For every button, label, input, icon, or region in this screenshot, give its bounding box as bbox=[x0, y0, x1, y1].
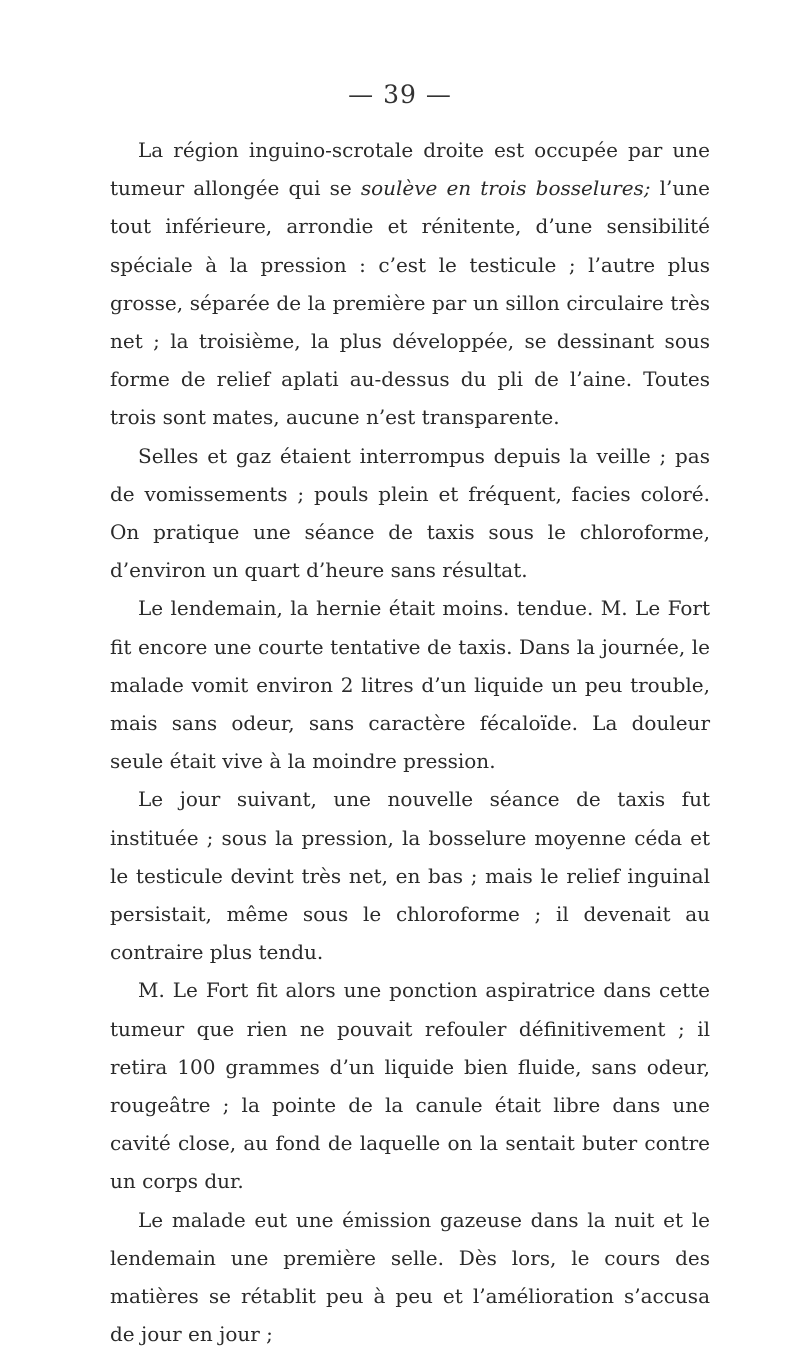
paragraph-6: Le malade eut une émission gazeuse dans la nuit et le lendemain une première selle. Dès lors, le cours des matières se rétablit peu à peu et l’amélioration s’accusa de jour en jour ; bbox=[110, 1207, 710, 1347]
paragraph-5: M. Le Fort fit alors une ponction aspiratrice dans cette tumeur que rien ne pouvait refouler définitivement ; il retira 100 grammes d’un liquide bien fluide, sans odeur, rougeâtre ; la pointe de la canule était libre dans une cavité close, au fond de laquelle on la sentait buter contre un corps dur. bbox=[110, 978, 710, 1194]
body-text bbox=[110, 131, 710, 1354]
paragraph-4: Le jour suivant, une nouvelle séance de taxis fut instituée ; sous la pression, la bosselure moyenne céda et le testicule devint très net, en bas ; mais le relief inguinal persistait, même sous le chloroforme ; il devenait au contraire plus tendu. bbox=[110, 787, 710, 965]
page-number: — 39 — bbox=[348, 80, 452, 109]
paragraph-1-text-start: La région inguino-scrotale droite est occupée par une tumeur allongée qui se bbox=[110, 138, 710, 201]
paragraph-3: Le lendemain, la hernie était moins. tendue. M. Le Fort fit encore une courte tentative de taxis. Dans la journée, le malade vomit environ 2 litres d’un liquide un peu trouble, mais sans odeur, sans caractère fécaloïde. La douleur seule était vive à la moindre pression. bbox=[110, 596, 710, 774]
paragraph-2: Selles et gaz étaient interrompus depuis la veille ; pas de vomissements ; pouls plein et fréquent, facies coloré. On pratique une séance de taxis sous le chloroforme, d’environ un quart d’heure sans résultat. bbox=[110, 443, 710, 583]
paragraph-1-text-end: l’une tout inférieure, arrondie et rénitente, d’une sensibilité spéciale à la pression : c’est le testicule ; l’autre plus grosse, séparée de la première par un sillon circulaire très net ; la troisième, la plus développée, se dessinant sous forme de relief aplati au-dessus du pli de l’aine. Toutes trois sont mates, aucune n’est transparente. bbox=[110, 176, 710, 430]
paragraph-1-italic-phrase: soulève en trois bosselures; bbox=[360, 176, 651, 201]
paragraph-1 bbox=[110, 131, 710, 437]
